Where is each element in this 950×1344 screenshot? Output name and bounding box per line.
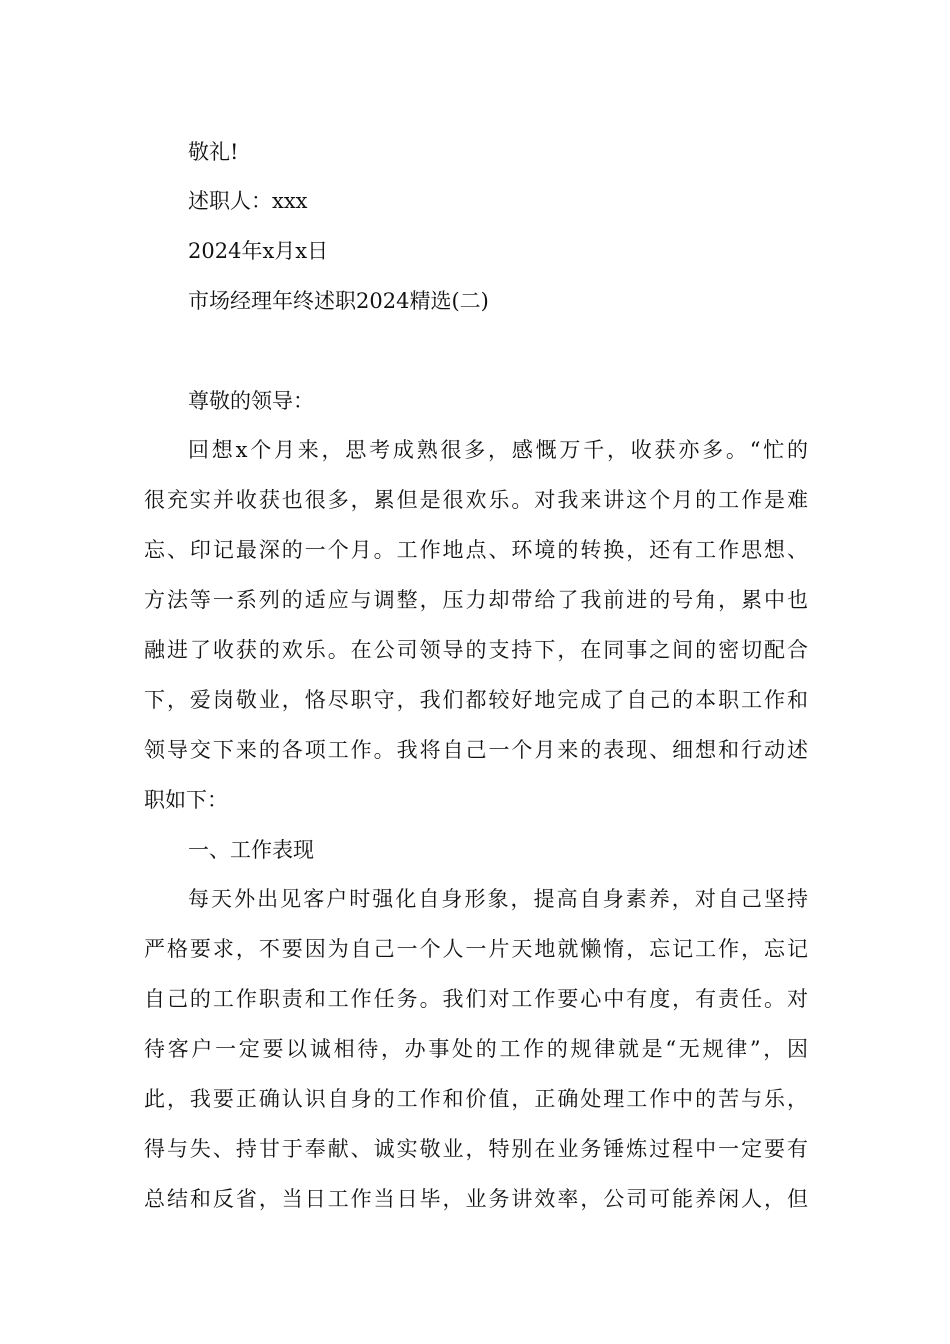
section-title: 市场经理年终述职2024精选(二) — [188, 289, 489, 313]
paragraph-line: 待客户一定要以诚相待，办事处的工作的规律就是“无规律”，因 — [144, 1037, 808, 1061]
closing-salute: 敬礼! — [188, 140, 239, 164]
paragraph-line: 下，爱岗敬业，恪尽职守，我们都较好地完成了自己的本职工作和 — [144, 688, 808, 712]
paragraph-line: 很充实并收获也很多，累但是很欢乐。对我来讲这个月的工作是难 — [144, 488, 808, 512]
date-line: 2024年x月x日 — [188, 239, 329, 263]
paragraph-line: 融进了收获的欢乐。在公司领导的支持下，在同事之间的密切配合 — [144, 638, 808, 662]
paragraph-line: 回想x个月来，思考成熟很多，感慨万千，收获亦多。“忙的 — [188, 438, 808, 462]
paragraph-line: 总结和反省，当日工作当日毕，业务讲效率，公司可能养闲人，但 — [144, 1187, 808, 1211]
paragraph-line: 此，我要正确认识自身的工作和价值，正确处理工作中的苦与乐， — [144, 1087, 808, 1111]
greeting: 尊敬的领导： — [188, 389, 314, 413]
paragraph-line: 职如下： — [144, 788, 228, 812]
paragraph-line: 得与失、持甘于奉献、诚实敬业，特别在业务锤炼过程中一定要有 — [144, 1137, 808, 1161]
paragraph-line: 每天外出见客户时强化自身形象，提高自身素养，对自己坚持 — [188, 887, 808, 911]
paragraph-line: 忘、印记最深的一个月。工作地点、环境的转换，还有工作思想、 — [144, 538, 808, 562]
paragraph-line: 自己的工作职责和工作任务。我们对工作要心中有度，有责任。对 — [144, 987, 808, 1011]
paragraph-line: 领导交下来的各项工作。我将自己一个月来的表现、细想和行动述 — [144, 738, 808, 762]
signature-line: 述职人：xxx — [188, 189, 308, 213]
paragraph-line: 方法等一系列的适应与调整，压力却带给了我前进的号角，累中也 — [144, 588, 808, 612]
heading-work-performance: 一、工作表现 — [188, 838, 314, 862]
paragraph-line: 严格要求，不要因为自己一个人一片天地就懒惰，忘记工作，忘记 — [144, 937, 808, 961]
